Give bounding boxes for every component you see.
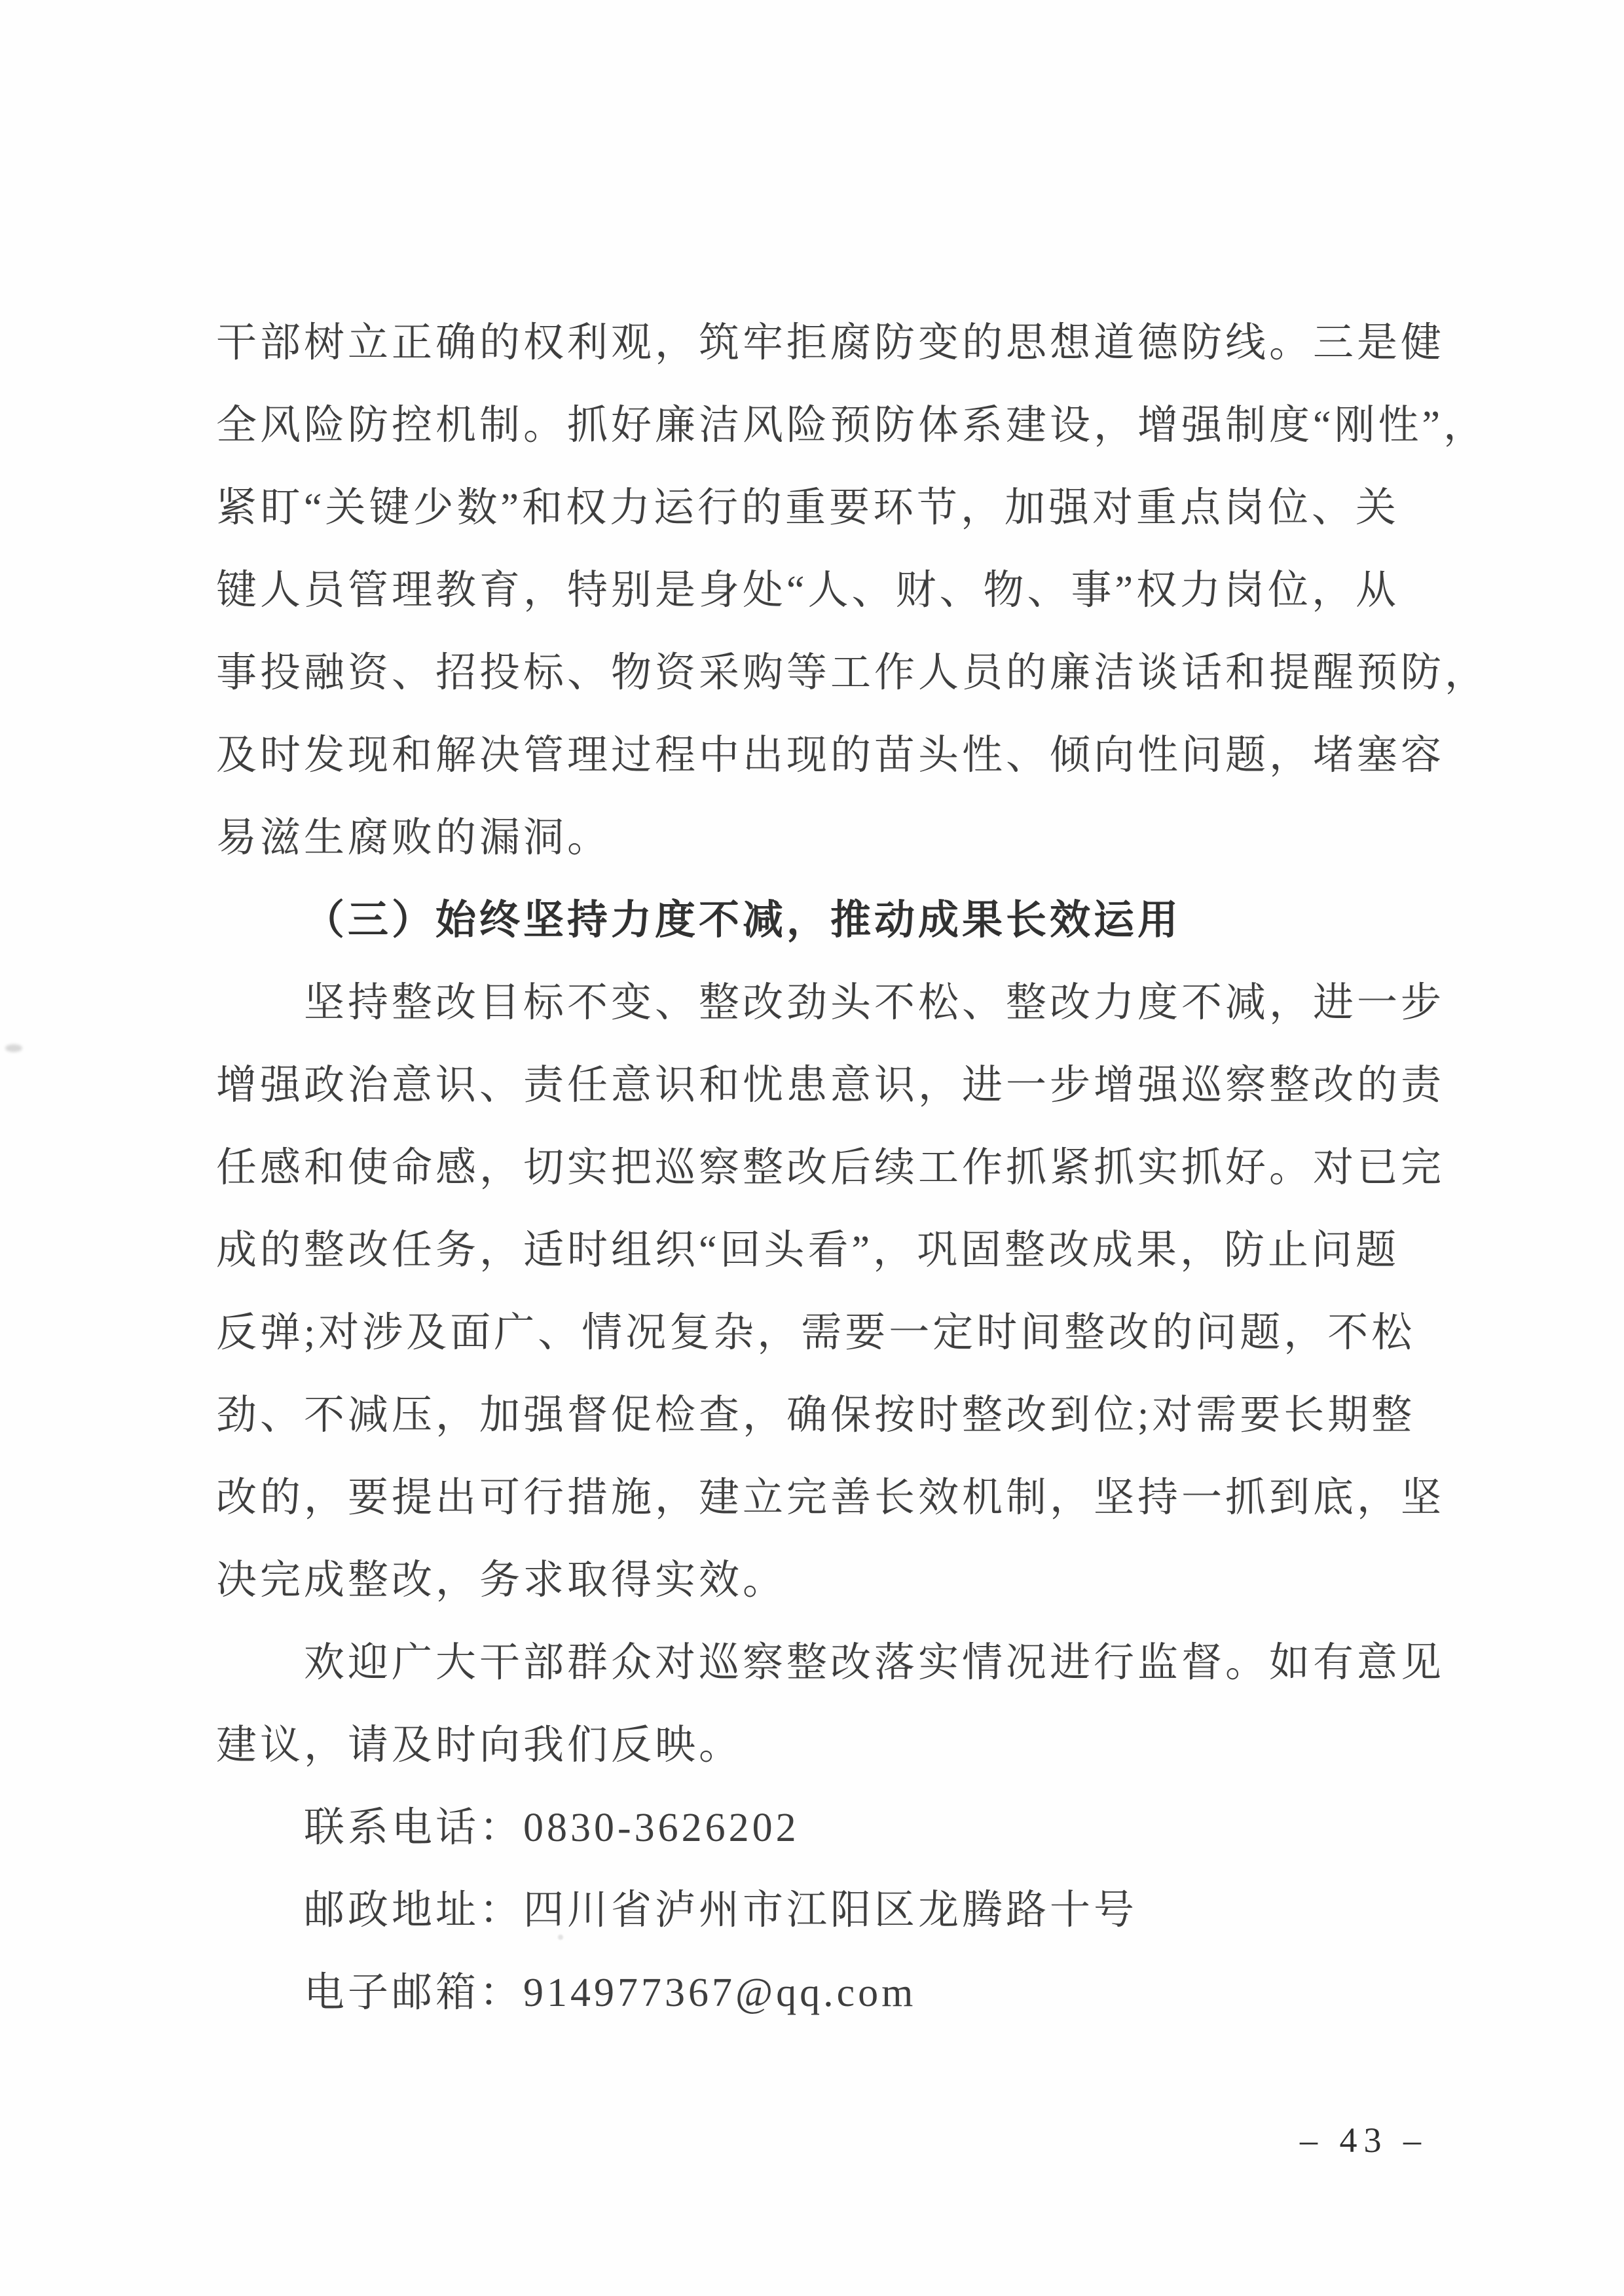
contact-address-line: 邮政地址：四川省泸州市江阳区龙腾路十号 (304, 1888, 1138, 1933)
body-line: 劲、不减压，加强督促检查，确保按时整改到位;对需要长期整 (216, 1393, 1416, 1438)
body-line: 及时发现和解决管理过程中出现的苗头性、倾向性问题，堵塞容 (216, 733, 1445, 778)
body-line: 任感和使命感，切实把巡察整改后续工作抓紧抓实抓好。对已完 (216, 1146, 1445, 1190)
body-line: 决完成整改，务求取得实效。 (216, 1558, 787, 1603)
body-line: 全风险防控机制。抓好廉洁风险预防体系建设，增强制度“刚性”， (216, 403, 1488, 448)
body-line: 事投融资、招投标、物资采购等工作人员的廉洁谈话和提醒预防， (216, 651, 1489, 695)
body-line: 增强政治意识、责任意识和忧患意识，进一步增强巡察整改的责 (216, 1063, 1445, 1108)
scan-artifact (5, 1044, 22, 1052)
body-line: 坚持整改目标不变、整改劲头不松、整改力度不减，进一步 (304, 981, 1445, 1025)
body-line: 建议，请及时向我们反映。 (216, 1723, 743, 1768)
body-line: 反弹;对涉及面广、情况复杂，需要一定时间整改的问题，不松 (216, 1311, 1416, 1355)
body-line: 易滋生腐败的漏洞。 (216, 816, 612, 860)
body-line: 成的整改任务，适时组织“回头看”，巩固整改成果，防止问题 (216, 1228, 1400, 1273)
text-block (216, 302, 1489, 2034)
section-heading: （三）始终坚持力度不减，推动成果长效运用 (304, 898, 1182, 943)
body-line: 键人员管理教育，特别是身处“人、财、物、事”权力岗位，从 (216, 568, 1400, 613)
body-line: 改的，要提出可行措施，建立完善长效机制，坚持一抓到底，坚 (216, 1476, 1445, 1520)
body-line: 干部树立正确的权利观，筑牢拒腐防变的思想道德防线。三是健 (216, 321, 1445, 365)
body-line: 欢迎广大干部群众对巡察整改落实情况进行监督。如有意见 (304, 1641, 1445, 1685)
page-number: – 43 – (1300, 2121, 1428, 2160)
scan-artifact (558, 1935, 563, 1940)
contact-email-line: 电子邮箱：914977367@qq.com (304, 1971, 917, 2015)
contact-phone-line: 联系电话：0830-3626202 (304, 1806, 800, 1850)
body-line: 紧盯“关键少数”和权力运行的重要环节，加强对重点岗位、关 (216, 486, 1400, 530)
